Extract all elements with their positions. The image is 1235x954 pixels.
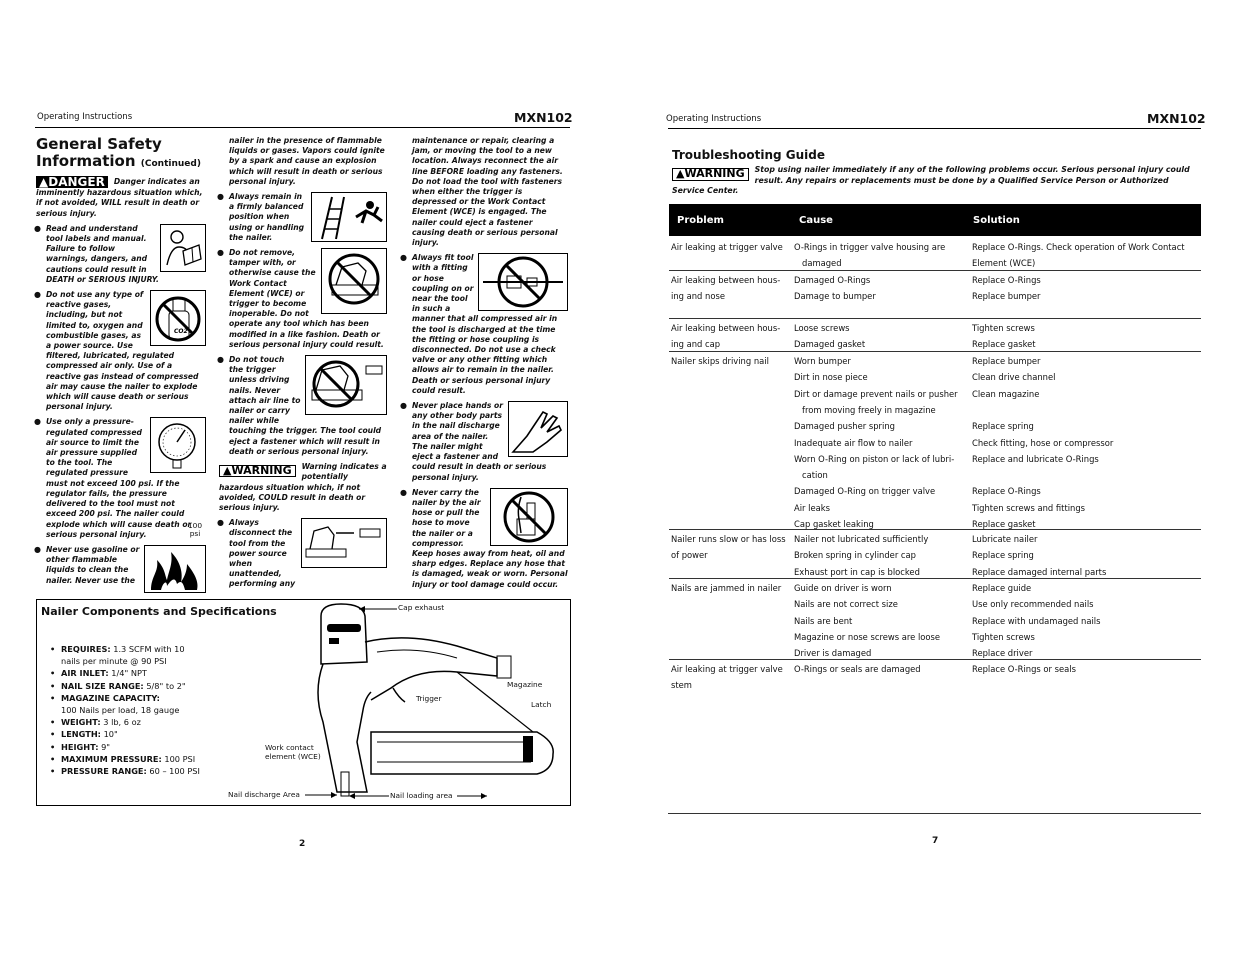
safety-item: ● Never place hands or any other body parts in the nail discharge area of the nailer. The nailer might eject a fastener and could result in death or serious personal injury. — [402, 401, 568, 483]
callout-latch: Latch — [531, 700, 552, 709]
row-divider — [669, 270, 1201, 271]
problem-cell — [671, 353, 789, 369]
problem-text: ing and cap — [671, 339, 721, 350]
safety-item: ● Read and understand tool labels and manual. Failure to follow warnings, dangers, and cautions could result in DEATH or SERIOUS INJURY. — [36, 224, 206, 285]
problem-text: Nails are jammed in nailer — [671, 583, 782, 593]
solution-cell: Replace O-Rings. Check operation of Work Contact — [972, 242, 1185, 252]
callout-nail-discharge: Nail discharge Area — [228, 790, 300, 799]
solution-cell: Replace damaged internal parts — [972, 566, 1107, 577]
cause-cell: Nails are not correct size — [794, 599, 898, 610]
disconnect-tool-icon — [301, 518, 387, 568]
no-tamper-icon — [321, 248, 387, 314]
spec-item: • MAXIMUM PRESSURE: 100 PSI — [50, 753, 200, 765]
solution-cell: Check fitting, hose or compressor — [972, 437, 1114, 448]
cause-cell: Damaged O-Rings — [794, 275, 871, 285]
col-header-problem: Problem — [677, 215, 724, 226]
solution-cell: Replace spring — [972, 421, 1034, 432]
problem-text: Air leaking at trigger valve — [671, 242, 783, 252]
cause-cell: Inadequate air flow to nailer — [794, 437, 913, 448]
section-title: General Safety Information (Continued) — [36, 135, 201, 170]
safety-item: ● Do not touch the trigger unless driving nails. Never attach air line to nailer or carry nailer while touching the trigger. The tool could eject a fastener which will result in death or serious personal injury. — [219, 355, 387, 457]
problem-cell — [671, 661, 789, 694]
cause-cell: Damaged pusher spring — [794, 421, 895, 432]
right-header-label: Operating Instructions — [666, 114, 762, 124]
cause-cell: O-Rings or seals are damaged — [794, 664, 921, 674]
callout-arrow — [349, 793, 389, 799]
no-check-valve-icon — [478, 253, 568, 311]
safety-column-3 — [402, 136, 568, 590]
gauge-label: ● 100 psi — [187, 520, 203, 538]
problem-cell — [671, 580, 789, 596]
safety-item: ● Never use gasoline or other flammable liquids to clean the nailer. Never use the — [36, 545, 206, 586]
cause-cell: Broken spring in cylinder cap — [794, 550, 916, 561]
callout-arrow — [305, 792, 339, 798]
cause-cell: Nailer not lubricated sufficiently — [794, 534, 929, 544]
row-divider — [669, 659, 1201, 660]
cause-cell: cation — [802, 470, 828, 481]
problem-text: of power — [671, 550, 708, 561]
solution-cell: Tighten screws — [972, 631, 1035, 642]
safety-column-1 — [36, 136, 206, 595]
callout-magazine: Magazine — [507, 680, 543, 689]
callout-wce: Work contact element (WCE) — [265, 743, 321, 761]
safety-item: ● Do not remove, tamper with, or otherwise cause the Work Contact Element (WCE) or trigger to become inoperable. Do not operate any tool which has been modified in a like fashion. Death or serious personal injury could result. — [219, 248, 387, 350]
spec-item: • HEIGHT: 9" — [50, 741, 200, 753]
row-divider — [669, 578, 1201, 579]
warning-notice: ▲WARNING Warning indicates a potentially hazardous situation which, if not avoided, COULD result in death or serious injury. — [219, 462, 387, 512]
col3-lead-text: maintenance or repair, clearing a jam, or moving the tool to a new location. Always reconnect the air line BEFORE loading any fasteners. Do not load the tool with fasteners when either the trigger is depressed or the Work Contact Element (WCE) is engaged. The nailer could eject a fastener causing death or serious personal injury. — [412, 136, 563, 248]
solution-cell: Replace bumper — [972, 291, 1041, 302]
safety-column-2 — [219, 136, 387, 590]
troubleshooting-title: Troubleshooting Guide — [672, 148, 825, 162]
cause-cell: Driver is damaged — [794, 648, 872, 659]
cause-cell: Magazine or nose screws are loose — [794, 631, 941, 642]
ladder-fall-icon — [311, 192, 387, 242]
no-carry-by-hose-icon — [490, 488, 568, 546]
no-trigger-touch-icon — [305, 355, 387, 415]
footer-rule — [668, 813, 1201, 814]
solution-cell: Replace guide — [972, 583, 1032, 593]
table-header — [669, 204, 1201, 236]
co2-label: ● CO2 — [174, 328, 188, 336]
solution-cell: Replace O-Rings — [972, 486, 1041, 497]
solution-cell: Lubricate nailer — [972, 534, 1038, 544]
row-divider — [669, 318, 1201, 319]
spec-item: • LENGTH: 10" — [50, 728, 200, 740]
right-header-rule — [668, 128, 1201, 129]
problem-text: Nailer skips driving nail — [671, 356, 769, 366]
callout-arrow — [359, 606, 399, 612]
cause-cell: Nails are bent — [794, 615, 853, 626]
cause-cell: damaged — [802, 258, 842, 269]
safety-item: ● Always remain in a firmly balanced position when using or handling the nailer. — [219, 192, 387, 243]
problem-text: Air leaking between hous- — [671, 323, 781, 333]
solution-cell: Tighten screws — [972, 323, 1035, 333]
problem-cell — [671, 239, 789, 255]
solution-cell: Replace bumper — [972, 356, 1041, 366]
right-page-number: 7 — [932, 836, 939, 846]
cause-cell: Dirt in nose piece — [794, 372, 868, 383]
cause-cell: Damage to bumper — [794, 291, 876, 302]
solution-cell: Replace and lubricate O-Rings — [972, 453, 1099, 464]
solution-cell: Clean drive channel — [972, 372, 1056, 383]
section-title-suffix: (Continued) — [140, 159, 201, 169]
danger-badge: ▲DANGER — [36, 176, 108, 188]
spec-item: • NAIL SIZE RANGE: 5/8" to 2" — [50, 680, 200, 692]
cause-cell: Damaged O-Ring on trigger valve — [794, 486, 936, 497]
cause-cell: Guide on driver is worn — [794, 583, 892, 593]
callout-nail-loading: Nail loading area — [390, 791, 453, 800]
callout-trigger: Trigger — [416, 694, 442, 703]
warning-badge: ▲WARNING — [672, 168, 749, 181]
specs-list — [50, 643, 200, 777]
troubleshooting-warning: ▲WARNING Stop using nailer immediately if any of the following problems occur. Serious personal injury could result. Any repairs or replacements must be done by a Qualified Service Person or Authorized Service Center. — [672, 165, 1190, 195]
problem-text: Air leaking between hous- — [671, 275, 781, 285]
cause-cell: from moving freely in magazine — [802, 404, 936, 415]
row-divider — [669, 351, 1201, 352]
problem-text: stem — [671, 680, 692, 691]
spec-item: • PRESSURE RANGE: 60 – 100 PSI — [50, 765, 200, 777]
cause-cell: Dirt or damage prevent nails or pusher — [794, 388, 958, 399]
solution-cell: Element (WCE) — [972, 258, 1036, 269]
col2-lead-text: nailer in the presence of flammable liquids or gases. Vapors could ignite by a spark and cause an explosion which will result in death or serious personal injury. — [229, 136, 385, 186]
safety-item: ● CO2 Do not use any type of reactive gases, including, but not limited to, oxygen and combustible gases, as a power source. Use filtered, lubricated, regulated compressed air only. Use of a reactive gas instead of compressed air may cause the nailer to explode which will cause death or serious personal injury. — [36, 290, 206, 412]
solution-cell: Replace gasket — [972, 339, 1036, 350]
right-model-name: MXN102 — [1147, 111, 1206, 126]
solution-cell: Use only recommended nails — [972, 599, 1094, 610]
pressure-gauge-icon — [150, 417, 206, 538]
components-box — [36, 599, 571, 806]
safety-item: ● Always disconnect the tool from the power source when unattended, performing any — [219, 518, 387, 589]
cause-cell: Damaged gasket — [794, 339, 866, 350]
solution-cell: Replace O-Rings or seals — [972, 664, 1077, 674]
problem-text: Nailer runs slow or has loss — [671, 534, 786, 544]
spec-item: • AIR INLET: 1/4" NPT — [50, 667, 200, 679]
spec-item: • WEIGHT: 3 lb, 6 oz — [50, 716, 200, 728]
col-header-solution: Solution — [973, 215, 1020, 226]
problem-cell — [671, 272, 789, 305]
solution-cell: Clean magazine — [972, 388, 1040, 399]
col-header-cause: Cause — [799, 215, 833, 226]
safety-item: ● Never carry the nailer by the air hose or pull the hose to move the nailer or a compressor. Keep hoses away from heat, oil and sharp edges. Replace any hose that is damaged, weak or worn. Personal injury or tool damage could occur. — [402, 488, 568, 590]
cause-cell: Cap gasket leaking — [794, 519, 874, 529]
solution-cell: Replace gasket — [972, 519, 1036, 529]
left-model-name: MXN102 — [514, 110, 573, 125]
cause-cell: Loose screws — [794, 323, 850, 333]
solution-cell: Replace spring — [972, 550, 1034, 561]
read-manual-icon — [160, 224, 206, 272]
hand-discharge-icon — [508, 401, 568, 457]
solution-cell: Replace with undamaged nails — [972, 615, 1101, 626]
safety-item: ● Always fit tool with a fitting or hose coupling on or near the tool in such a manner that all compressed air in the tool is discharged at the time the fitting or hose coupling is disconnected. Do not use a check valve or any other fitting which allows air to remain in the nailer. Death or serious personal injury could result. — [402, 253, 568, 396]
cause-cell: O-Rings in trigger valve housing are — [794, 242, 946, 252]
callout-cap-exhaust: Cap exhaust — [398, 603, 445, 612]
callout-arrow — [457, 793, 489, 799]
cause-cell: Exhaust port in cap is blocked — [794, 566, 920, 577]
danger-notice: ▲DANGER Danger indicates an imminently hazardous situation which, if not avoided, WILL result in death or serious injury. — [36, 175, 203, 218]
spec-item: • REQUIRES: 1.3 SCFM with 10 nails per minute @ 90 PSI — [50, 643, 200, 667]
problem-text: ing and nose — [671, 291, 725, 302]
components-title: Nailer Components and Specifications — [41, 605, 277, 618]
problem-cell — [671, 531, 789, 564]
row-divider — [669, 529, 1201, 530]
solution-cell: Replace driver — [972, 648, 1033, 659]
problem-cell — [671, 320, 789, 353]
solution-cell: Tighten screws and fittings — [972, 502, 1086, 513]
warning-badge: ▲WARNING — [219, 465, 296, 477]
no-reactive-gas-icon — [150, 290, 206, 346]
flame-icon — [144, 545, 206, 593]
left-header-rule — [35, 127, 570, 128]
left-header-label: Operating Instructions — [37, 112, 133, 122]
problem-text: Air leaking at trigger valve — [671, 664, 783, 674]
left-page-number: 2 — [299, 839, 306, 849]
safety-item: ● 100 psi Use only a pressure-regulated compressed air source to limit the air pressure supplied to the tool. The regulated pressure must not exceed 100 psi. If the regulator fails, the pressure delivered to the tool must not exceed 200 psi. The nailer could explode which will cause death or serious personal injury. — [36, 417, 206, 539]
cause-cell: Worn bumper — [794, 356, 851, 366]
cause-cell: Worn O-Ring on piston or lack of lubri- — [794, 453, 955, 464]
spec-item: • MAGAZINE CAPACITY: 100 Nails per load, 18 gauge — [50, 692, 200, 716]
cause-cell: Air leaks — [794, 502, 830, 513]
solution-cell: Replace O-Rings — [972, 275, 1041, 285]
